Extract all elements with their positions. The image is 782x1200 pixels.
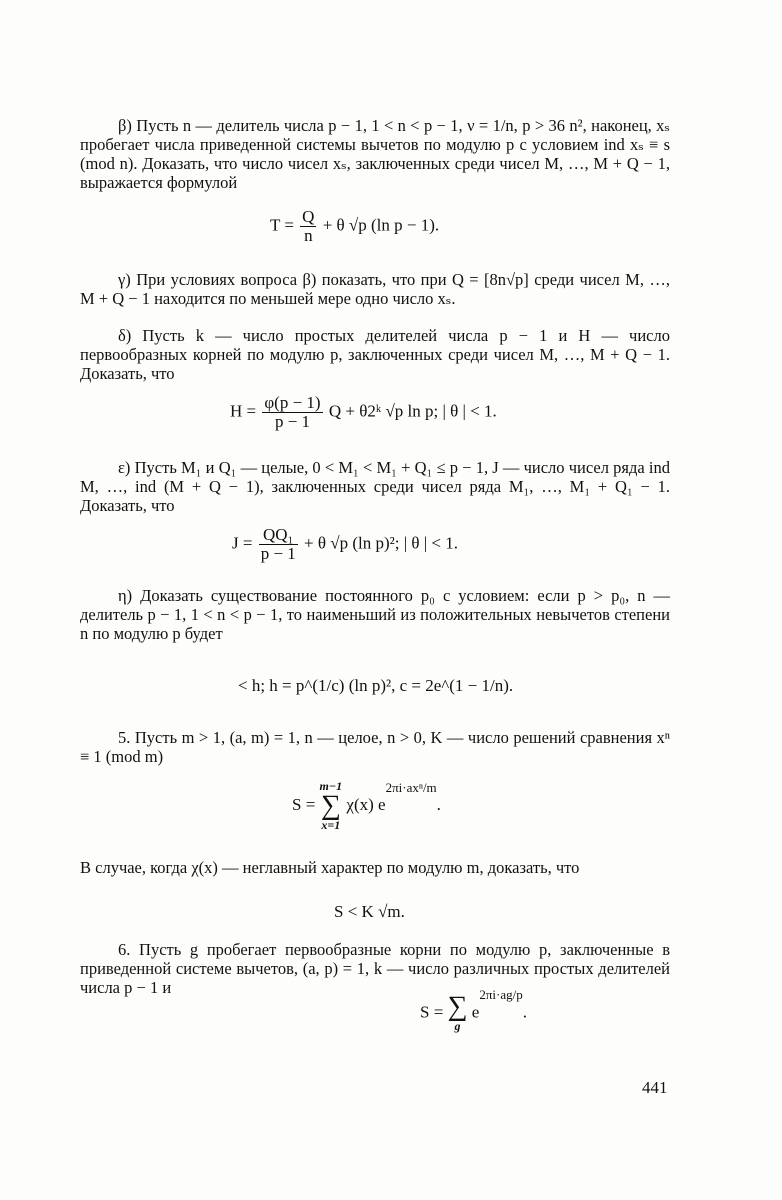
paragraph-6: 6. Пусть g пробегает первообразные корни по модулю p, заключенные в приведенной системе вычетов, (a, p) = 1, k — число различных простых делителей числа p − 1 и — [80, 940, 670, 997]
formula-j-denominator: p − 1 — [260, 544, 296, 563]
formula-h-numerator: φ(p − 1) — [264, 393, 321, 412]
sigma-symbol-p6: ∑ — [447, 991, 468, 1022]
formula-h-lhs: H = — [230, 401, 257, 421]
paragraph-epsilon: ε) Пусть M₁ и Q₁ — целые, 0 < M₁ < M₁ + Q₁ ≤ p − 1, J — число чисел ряда ind M, …, ind (M + Q − 1), заключенных среди чисел ряда M₁, …, M₁ + Q₁ − 1. Доказать, что — [80, 458, 670, 515]
paragraph-eta: η) Доказать существование постоянного p₀ с условием: если p > p₀, n — делитель p − 1, 1 < n < p − 1, то наименьший из положительных невычетов степени n по модулю p будет — [80, 586, 670, 643]
formula-t-lhs: T = — [270, 215, 294, 235]
formula-j-rest: + θ √p (ln p)²; | θ | < 1. — [304, 533, 459, 553]
formula-t — [270, 208, 439, 245]
formula-j — [232, 526, 458, 563]
formula-h-rest: Q + θ2ᵏ √p ln p; | θ | < 1. — [328, 401, 497, 421]
paragraph-gamma: γ) При условиях вопроса β) показать, что при Q = [8n√p] среди чисел M, …, M + Q − 1 находится по меньшей мере одно число xₛ. — [80, 270, 670, 308]
formula-j-lhs: J = — [232, 533, 253, 553]
sum-upper-limit: m−1 — [319, 779, 343, 793]
formula-s-lhs: S = — [292, 794, 316, 814]
paragraph-beta: β) Пусть n — делитель числа p − 1, 1 < n < p − 1, ν = 1/n, p > 36 n², наконец, xₛ пробегает числа приведенной системы вычетов по модулю p с условием ind xₛ ≡ s (mod n). Доказать, что число чисел xₛ, заключенных среди чисел M, …, M + Q − 1, выражается формулой — [80, 116, 670, 192]
formula-h-denominator: p − 1 — [274, 412, 311, 431]
formula-eta: < h; h = p^(1/c) (ln p)², c = 2e^(1 − 1/n). — [238, 676, 514, 695]
sigma-symbol: ∑ — [320, 790, 341, 821]
formula-h — [230, 394, 497, 431]
paragraph-5: 5. Пусть m > 1, (a, m) = 1, n — целое, n > 0, K — число решений сравнения xⁿ ≡ 1 (mod m) — [80, 728, 670, 766]
formula-j-fraction — [259, 526, 298, 563]
formula-t-rest: + θ √p (ln p − 1). — [322, 215, 440, 235]
formula-p6-sum — [420, 987, 527, 1033]
summation-sign-p6 — [447, 991, 468, 1033]
formula-t-numerator: Q — [302, 207, 315, 226]
formula-p6-lhs: S = — [420, 1002, 444, 1022]
summation-sign — [320, 780, 343, 832]
formula-s-sum — [292, 780, 441, 832]
formula-t-denominator: n — [304, 226, 313, 245]
formula-p6-exponent: 2πi·ag/p — [479, 987, 523, 1003]
formula-s-body: χ(x) e — [346, 794, 386, 814]
paragraph-delta: δ) Пусть k — число простых делителей числа p − 1 и H — число первообразных корней по модулю p, заключенных среди чисел M, …, M + Q − 1. Доказать, что — [80, 326, 670, 383]
formula-s-end: . — [436, 794, 441, 814]
sum-lower-limit: x=1 — [321, 818, 341, 832]
formula-s-inequality: S < K √m. — [334, 902, 405, 921]
formula-p6-end: . — [522, 1002, 527, 1022]
formula-h-fraction — [262, 394, 322, 431]
formula-p6-body: e — [471, 1002, 480, 1022]
page-number: 441 — [642, 1078, 668, 1097]
formula-t-fraction — [300, 208, 316, 245]
sum-p6-lower-limit: g — [454, 1019, 461, 1033]
formula-j-numerator: QQ₁ — [259, 526, 298, 545]
paragraph-5-condition: В случае, когда χ(x) — неглавный характер по модулю m, доказать, что — [80, 858, 580, 877]
formula-s-exponent: 2πi·axⁿ/m — [385, 779, 437, 795]
